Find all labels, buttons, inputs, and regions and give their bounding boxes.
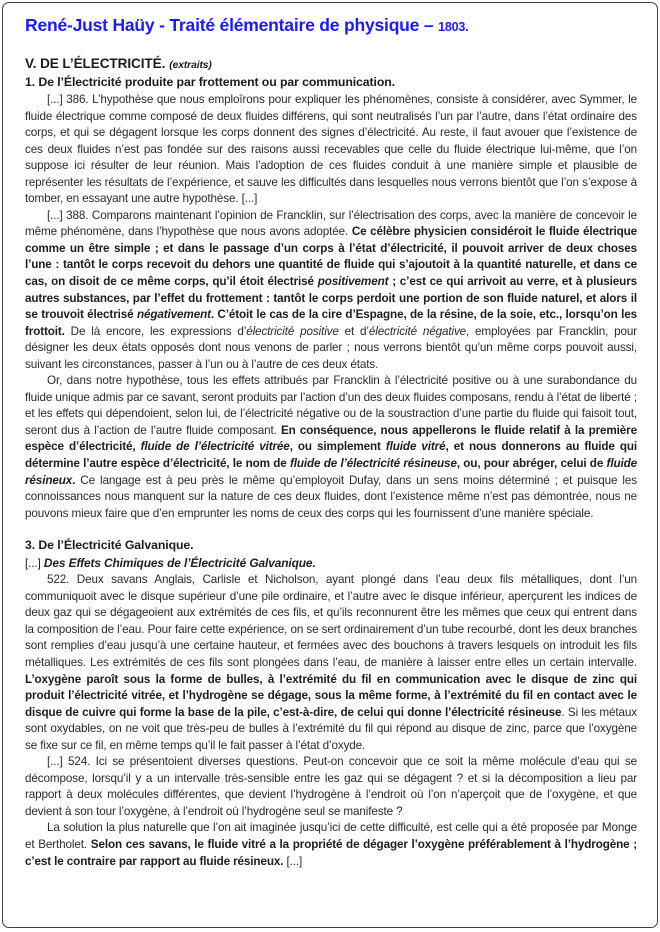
chapter-heading-text: V. DE L’ÉLECTRICITÉ. <box>25 56 166 71</box>
text-run: . Si les métaux sont oxydables, on ne voit que très-peu de bulles à l’extrémité du fil qui répond au disque de zinc, parce que l’oxygène se fixe sur ce fil, en même temps qu’il le fait passer à l’état d’oxyde. <box>25 705 637 752</box>
text-run: . C’étoit le cas de la cire d’Espagne, de la résine, de la soie, etc., lorsqu’on les frottoit. <box>25 308 637 338</box>
text-run: , ou, pour abréger, celui de <box>456 457 607 471</box>
section-1-heading: 1. De l’Électricité produite par frottement ou par communication. <box>25 75 395 89</box>
text-run: [...] <box>25 557 44 571</box>
paragraph-solution <box>25 820 637 870</box>
text-run: En conséquence, nous appellerons le fluide relatif à la première espèce d’électricité, <box>25 423 637 454</box>
chapter-heading <box>25 55 637 74</box>
text-run: ; c’est ce qui arrivoit au verre, et à plusieurs autres substances, par l’effet du frottement : tantôt le corps perdoit une portion de son fluide naturel, et alors il se trouvoit électrisé <box>25 275 638 322</box>
text-run: [...] 386. L’hypothèse que nous emploîrons pour expliquer les phénomènes, consiste à considérer, avec Symmer, le fluide électrique comme composé de deux fluides différens, qui sont neutralisés l’un par l’autre, dans l’état ordinaire des corps, et qui se dégagent lorsque les corps donnent des signes d’électricité. Au reste, il faut avouer que l’existence de ces deux fluides n’est pas fondée sur des raisons aussi recevables que celle du fluide électrique lui-même, que l’on suppose ici résulter de leur réunion. Mais l’adoption de ces fluides conduit à une manière simple et plausible de représenter les résultats de l’expérience, et sauve les difficultés dans lesquelles nous verrons bientôt que l’on s’expose à tomber, en essayant une autre hypothèse. [...] <box>25 93 637 206</box>
text-run: L’oxygène paroît sous la forme de bulles, à l’extrémité du fil en communication avec le disque de zinc qui produit l’électricité vitrée, et l’hydrogène se dégage, sous la même forme, à l’extrémité du fil en contact avec le disque de cuivre qui forme la base de la pile, c’est-à-dire, de celui qui donne l’électricité résineuse <box>25 672 637 719</box>
document-page <box>2 2 658 928</box>
text-run: fluide vitré <box>385 440 446 454</box>
text-run: De là encore, les expressions d’ <box>64 324 247 338</box>
text-run: Ce langage est à peu près le même qu’employoit Dufay, dans un sens moins déterminé ; et puisque les connoissances nous manquent sur la nature de ces deux fluides, dont l’existence même n’est pas démontrée, nous ne pouvons mieux faire que d’en emprunter les noms de ceux des corps qui les fournissent d’une manière spéciale. <box>25 473 637 520</box>
text-run: électricité positive <box>246 324 339 338</box>
document-title-text: René-Just Haüy - Traité élémentaire de physique – <box>25 15 439 35</box>
text-run: , et nous donnerons au fluide qui détermine l’autre espèce d’électricité, le nom de <box>25 440 638 471</box>
text-run: électricité négative <box>368 324 467 338</box>
text-run: Des Effets Chimiques de l’Électricité Galvanique. <box>43 556 316 571</box>
paragraph-hypothese <box>25 373 637 522</box>
text-run: Selon ces savans, le fluide vitré a la propriété de dégager l’oxygène préférablement à l’hydrogène ; c’est le contraire par rapport au fluide résineux. <box>25 837 637 868</box>
text-run: , employées par Francklin, pour désigner les deux états opposés dont nous venons de parler ; nous verrons bientôt qu’un même corps pouvoit aussi, suivant les circonstances, passer à l’un ou à l’autre de ces deux états. <box>25 324 637 371</box>
text-run: fluide de l’électricité vitrée <box>140 440 290 454</box>
text-run: Ce célèbre physicien considéroit le fluide électrique comme un être simple ; et dans le passage d’un corps à l’état d’électricité, il pouvoit arriver de deux choses l’une : tantôt le corps recevoit du dehors une quantité de fluide qui s’ajoutoit à la quantité naturelle, et dans ce cas, on disoit de ce même corps, qu’il étoit électrisé <box>25 225 638 289</box>
text-run: positivement <box>317 275 389 289</box>
text-run: . <box>72 473 76 487</box>
paragraph-388 <box>25 208 637 373</box>
text-run: Or, dans notre hypothèse, tous les effets attribués par Francklin à l’électricité positive ou à une surabondance du fluide unique admis par ce savant, seront produits par l’action d’un des deux fluides composans, rendu à l’état de liberté ; et les effets qui dépendoient, selon lui, de l’électricité négative ou de la soustraction d’une partie du fluide qui faisoit tout, seront dus à l’action de l’autre fluide composant. <box>25 374 637 437</box>
paragraph-522 <box>25 572 637 754</box>
text-run: négativement <box>136 308 211 322</box>
chapter-heading-note: (extraits) <box>169 60 212 71</box>
text-run: fluide résineux <box>25 457 637 487</box>
text-run: [...] 524. Ici se présentoient diverses questions. Peut-on concevoir que ce soit la même molécule d’eau qui se décompose, lorsqu’il y a un intervalle très-sensible entre les gaz qui se dégagent ? et si la décomposition a lieu par rapport à deux molécules différentes, que devient l’hydrogène à l’endroit où l’on n’aperçoit que de l’oxygène, et que devient à son tour l’oxygène, à l’endroit où l’hydrogène seul se manifeste ? <box>25 755 637 818</box>
subsection-heading-effets-chimiques <box>25 555 637 572</box>
document-title <box>25 14 637 38</box>
document-title-year: 1803. <box>438 20 469 34</box>
paragraph-386 <box>25 92 637 208</box>
paragraph-524 <box>25 754 637 820</box>
section-3-heading: 3. De l’Électricité Galvanique. <box>25 538 194 553</box>
text-run: [...] <box>283 854 303 868</box>
text-run: et d’ <box>338 324 369 338</box>
text-run: , ou simplement <box>289 440 386 454</box>
text-run: fluide de l’électricité résineuse <box>289 457 457 471</box>
text-run: La solution la plus naturelle que l’on ait imaginée jusqu’ici de cette difficulté, est celle qui a été proposée par Monge et Bertholet. <box>25 821 637 851</box>
text-run: 522. Deux savans Anglais, Carlisle et Nicholson, ayant plongé dans l’eau deux fils métalliques, dont l’un communiquoit avec le disque supérieur d’une pile ordinaire, et l’autre avec le disque inférieur, aperçurent les indices de deux gaz qui se dégageoient aux extrémités de ces fils, et qu’ils reconnurent être les mêmes que ceux qui entrent dans la composition de l’eau. Pour faire cette expérience, on se sert ordinairement d’un tube recourbé, dont les deux branches sont remplies d’eau jusqu’à une certaine hauteur, et fermées avec des bouchons à travers lesquels on introduit les fils métalliques. Les extrémités de ces fils sont plongées dans l’eau, de manière à laisser entre elles un certain intervalle. <box>25 573 637 669</box>
text-run: [...] 388. Comparons maintenant l’opinion de Francklin, sur l’électrisation des corps, avec la manière de concevoir le même phénomène, dans l’hypothèse que nous avons adoptée. <box>25 208 637 239</box>
